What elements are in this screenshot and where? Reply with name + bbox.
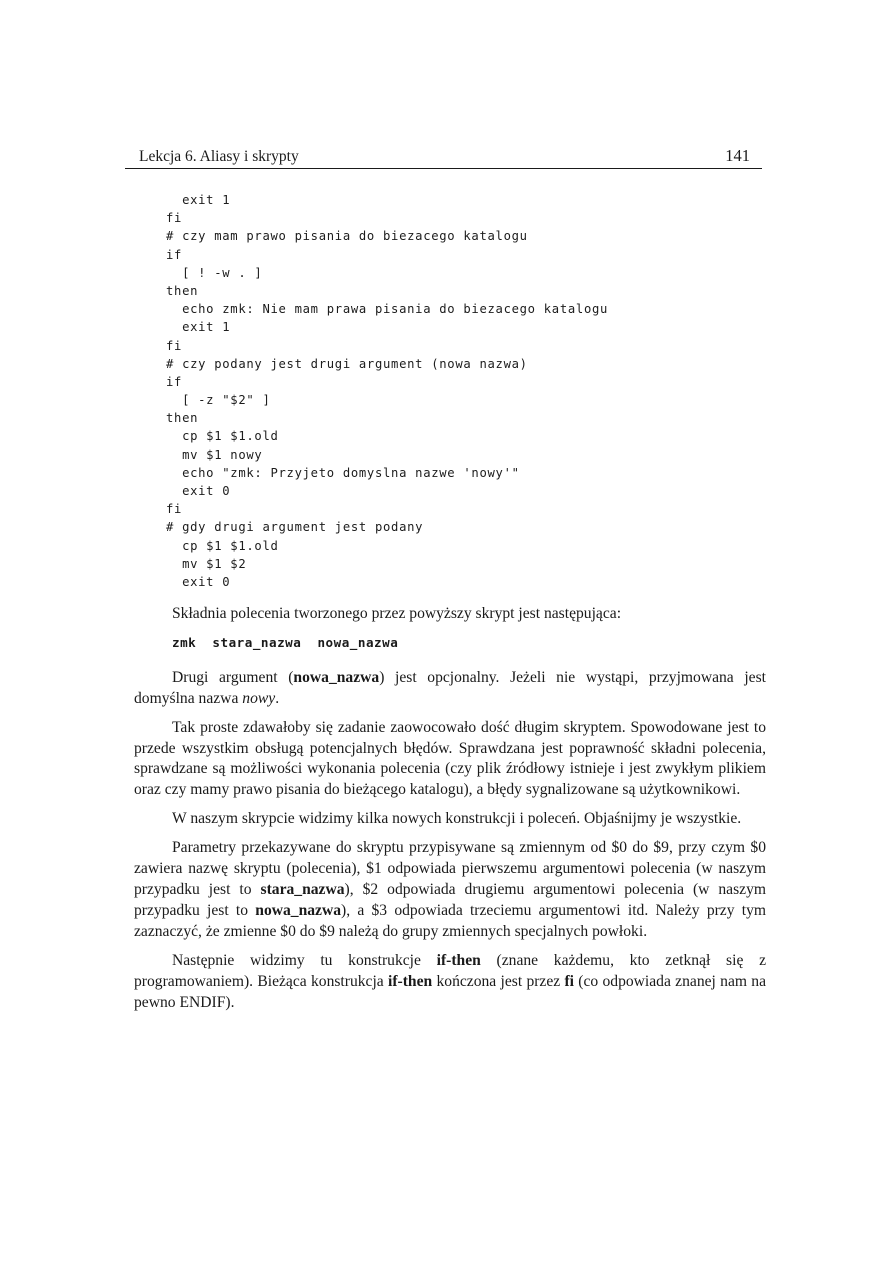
- text-run: .: [275, 689, 280, 707]
- code-line: exit 1: [166, 193, 231, 207]
- page-header: [125, 140, 762, 169]
- code-line: # gdy drugi argument jest podany: [166, 520, 424, 535]
- code-line: if: [166, 374, 183, 389]
- code-line: cp $1 $1.old: [166, 429, 279, 444]
- text-run: ), a $3 odpowiada trzeciemu argumentowi itd. Należy przy tym zaznaczyć, że zmienne $0 do $9 należą do grupy zmiennych specjalnych powłoki.: [134, 901, 767, 940]
- code-line: [ ! -w . ]: [166, 265, 263, 280]
- script-code-listing: [166, 191, 608, 591]
- code-line: cp $1 $1.old: [166, 538, 279, 553]
- code-line: if: [166, 247, 183, 262]
- text-run: (znane każdemu, kto zetknął się z programowaniem). Bieżąca konstrukcja: [134, 951, 766, 990]
- text-run: Następnie widzimy tu konstrukcje: [172, 951, 437, 969]
- text-run: ), $2 odpowiada drugiemu argumentowi polecenia (w naszym przypadku jest to: [134, 880, 767, 919]
- paragraph-optional-argument: [134, 668, 766, 710]
- syntax-intro-paragraph: Składnia polecenia tworzonego przez powyższy skrypt jest następująca:: [172, 605, 622, 622]
- code-line: exit 0: [166, 574, 231, 589]
- code-line: fi: [166, 338, 183, 353]
- paragraph-new-constructs: W naszym skrypcie widzimy kilka nowych konstrukcji i poleceń. Objaśnijmy je wszystkie.: [172, 810, 742, 828]
- code-line: [ -z "$2" ]: [166, 393, 271, 408]
- code-line: mv $1 nowy: [166, 447, 263, 462]
- paragraph-error-handling: Tak proste zdawałoby się zadanie zaowocowało dość długim skryptem. Spowodowane jest to przede wszystkim obsługą potencjalnych błędów. Sprawdzana jest poprawność składni polecenia, sprawdzane są możliwości wykonania polecenia (czy plik źródłowy istnieje i jest zwykłym plikiem oraz czy mamy prawo pisania do bieżącego katalogu), a błędy sygnalizowane są użytkownikowi.: [134, 718, 766, 799]
- bold-term: nowa_nazwa: [293, 668, 380, 686]
- bold-term: stara_nazwa: [260, 880, 345, 898]
- bold-term: nowa_nazwa: [255, 901, 342, 919]
- code-line: fi: [166, 211, 183, 226]
- bold-term: fi: [564, 972, 575, 990]
- code-line: exit 1: [166, 320, 231, 335]
- page-number: 141: [725, 146, 750, 165]
- bold-term: if-then: [388, 972, 433, 990]
- code-line: # czy mam prawo pisania do biezacego katalogu: [166, 229, 528, 244]
- code-line: fi: [166, 502, 183, 517]
- paragraph-parameters: [134, 838, 766, 943]
- text-run: (co odpowiada znanej nam na pewno ENDIF).: [134, 972, 766, 1011]
- code-line: echo "zmk: Przyjeto domyslna nazwe 'nowy'": [166, 465, 520, 480]
- code-line: echo zmk: Nie mam prawa pisania do biezacego katalogu: [166, 302, 609, 317]
- italic-term: nowy: [242, 689, 276, 707]
- paragraph-if-then: [134, 951, 766, 1014]
- text-run: ) jest opcjonalny. Jeżeli nie wystąpi, przyjmowana jest domyślna nazwa: [134, 668, 766, 707]
- syntax-example: zmk stara_nazwa nowa_nazwa: [172, 634, 399, 650]
- code-line: exit 0: [166, 484, 231, 498]
- body-text: [134, 604, 766, 1021]
- text-run: Parametry przekazywane do skryptu przypisywane są zmiennym od $0 do $9, przy czym $0 zawiera nazwę skryptu (polecenia), $1 odpowiada pierwszemu argumentowi polecenia (w naszym przypadku jest to: [134, 839, 766, 898]
- running-head-title: Lekcja 6. Aliasy i skrypty: [139, 148, 299, 165]
- text-run: kończona jest przez: [432, 972, 565, 990]
- code-line: # czy podany jest drugi argument (nowa nazwa): [166, 356, 528, 371]
- code-line: then: [166, 283, 199, 298]
- code-line: mv $1 $2: [166, 556, 247, 571]
- code-line: then: [166, 411, 199, 426]
- bold-term: if-then: [436, 951, 481, 969]
- text-run: Drugi argument (: [172, 668, 294, 686]
